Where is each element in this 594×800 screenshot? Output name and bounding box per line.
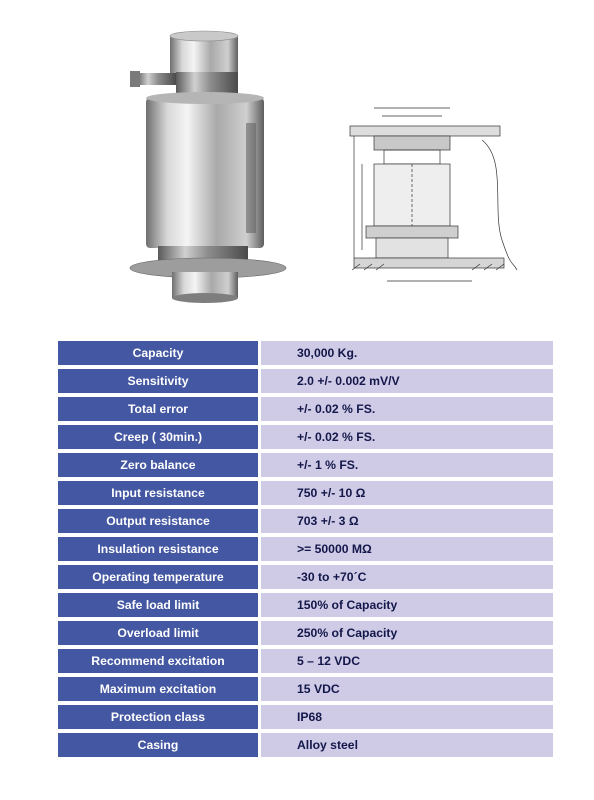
spec-row xyxy=(58,565,553,589)
spec-value: -30 to +70´C xyxy=(261,565,553,589)
load-cell-photo xyxy=(128,28,288,313)
spec-value: +/- 1 % FS. xyxy=(261,453,553,477)
spec-value: 250% of Capacity xyxy=(261,621,553,645)
spec-label: Casing xyxy=(58,733,258,757)
spec-row xyxy=(58,481,553,505)
spec-label: Protection class xyxy=(58,705,258,729)
spec-value: 703 +/- 3 Ω xyxy=(261,509,553,533)
spec-value: 150% of Capacity xyxy=(261,593,553,617)
spec-value: 5 – 12 VDC xyxy=(261,649,553,673)
spec-label: Overload limit xyxy=(58,621,258,645)
spec-row xyxy=(58,733,553,757)
spec-row xyxy=(58,453,553,477)
spec-row xyxy=(58,537,553,561)
spec-row xyxy=(58,509,553,533)
spec-value: 30,000 Kg. xyxy=(261,341,553,365)
spec-label: Sensitivity xyxy=(58,369,258,393)
spec-row xyxy=(58,649,553,673)
spec-label: Safe load limit xyxy=(58,593,258,617)
specifications-table xyxy=(55,337,556,761)
dimension-drawing xyxy=(332,100,527,290)
spec-value: 15 VDC xyxy=(261,677,553,701)
spec-label: Capacity xyxy=(58,341,258,365)
spec-label: Recommend excitation xyxy=(58,649,258,673)
spec-label: Maximum excitation xyxy=(58,677,258,701)
spec-value: +/- 0.02 % FS. xyxy=(261,397,553,421)
spec-row xyxy=(58,369,553,393)
spec-value: 2.0 +/- 0.002 mV/V xyxy=(261,369,553,393)
spec-value: 750 +/- 10 Ω xyxy=(261,481,553,505)
spec-label: Zero balance xyxy=(58,453,258,477)
spec-row xyxy=(58,425,553,449)
spec-row xyxy=(58,397,553,421)
spec-row xyxy=(58,621,553,645)
spec-label: Input resistance xyxy=(58,481,258,505)
spec-label: Insulation resistance xyxy=(58,537,258,561)
spec-label: Operating temperature xyxy=(58,565,258,589)
spec-row xyxy=(58,677,553,701)
spec-label: Creep ( 30min.) xyxy=(58,425,258,449)
spec-value: >= 50000 MΩ xyxy=(261,537,553,561)
spec-label: Output resistance xyxy=(58,509,258,533)
spec-row xyxy=(58,705,553,729)
spec-label: Total error xyxy=(58,397,258,421)
spec-row xyxy=(58,341,553,365)
spec-row xyxy=(58,593,553,617)
spec-value: IP68 xyxy=(261,705,553,729)
spec-value: Alloy steel xyxy=(261,733,553,757)
spec-value: +/- 0.02 % FS. xyxy=(261,425,553,449)
